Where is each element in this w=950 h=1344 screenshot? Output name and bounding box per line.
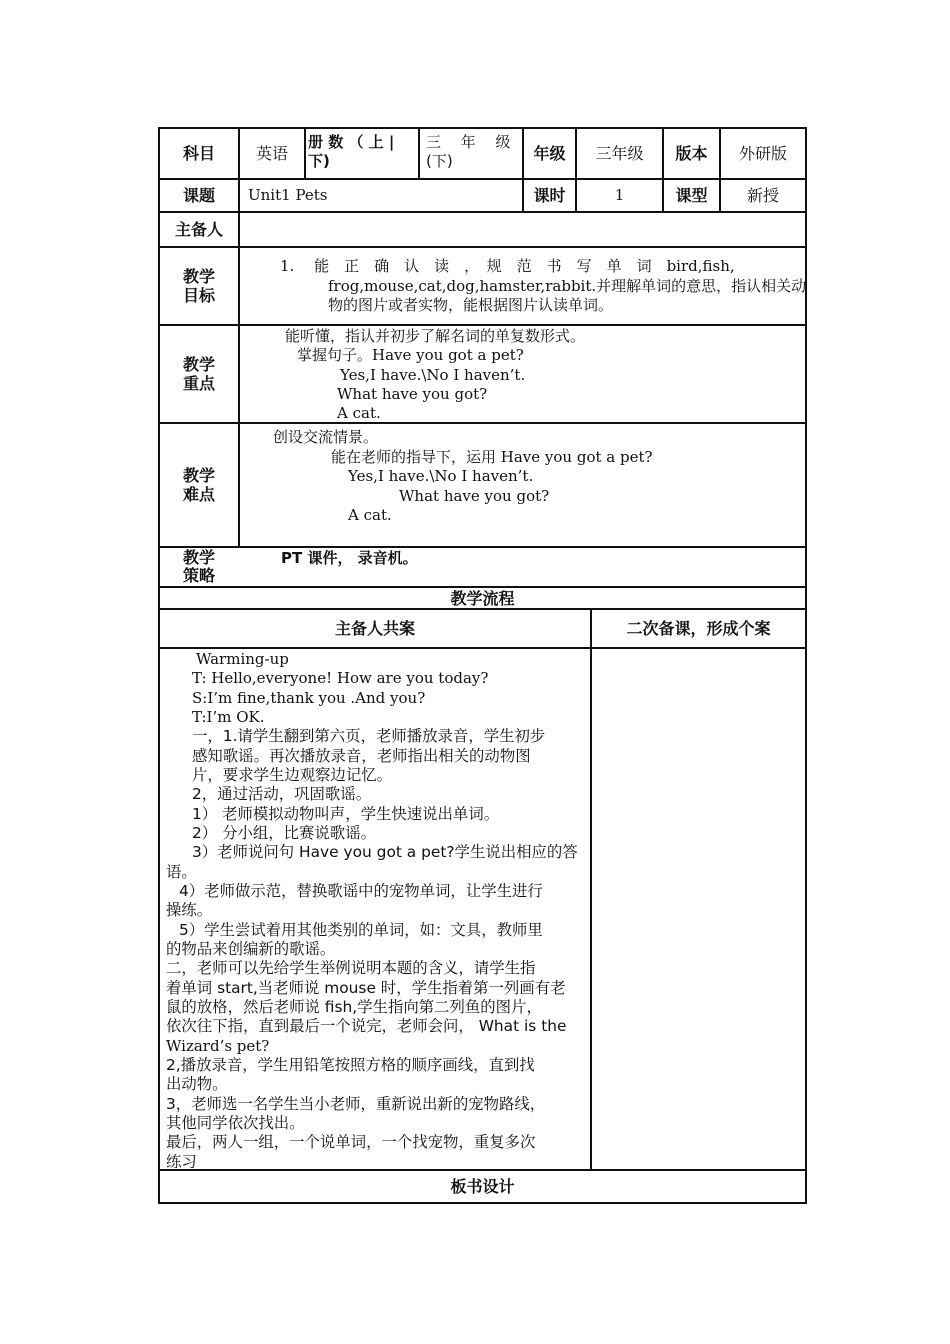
grade-value: 三年级 xyxy=(595,144,644,163)
key-points-line: A cat. xyxy=(337,404,381,422)
flow-second-column-header: 二次备课，形成个案 xyxy=(626,619,771,638)
subject-label: 科目 xyxy=(182,144,215,163)
flow-line: 其他同学依次找出。 xyxy=(166,1114,305,1132)
flow-line: T:I’m OK. xyxy=(192,708,265,726)
flow-line: 二，老师可以先给学生举例说明本题的含义，请学生指 xyxy=(166,959,536,977)
flow-line: 2,播放录音，学生用铅笔按照方格的顺序画线，直到找 xyxy=(166,1056,535,1074)
goals-line: 物的图片或者实物，能根据图片认读单词。 xyxy=(328,296,614,314)
goals-label-line1: 教学 xyxy=(182,267,215,286)
goals-label-line2: 目标 xyxy=(182,286,215,305)
flow-line: 出动物。 xyxy=(166,1075,228,1093)
board-title: 板书设计 xyxy=(450,1177,515,1196)
key-points-label-line1: 教学 xyxy=(182,355,215,374)
flow-line: T: Hello,everyone! How are you today? xyxy=(192,669,489,687)
type-value: 新授 xyxy=(746,186,779,205)
flow-line: Warming-up xyxy=(196,650,289,668)
goals-label xyxy=(160,248,238,324)
difficulties-label xyxy=(160,424,238,546)
flow-line: 2，通过活动，巩固歌谣。 xyxy=(192,785,372,803)
flow-line: 的物品来创编新的歌谣。 xyxy=(166,940,336,958)
key-points-line: 能听懂，指认并初步了解名词的单复数形式。 xyxy=(285,327,586,345)
subject-value: 英语 xyxy=(255,144,288,163)
difficulties-label-line1: 教学 xyxy=(182,466,215,485)
edition-value: 外研版 xyxy=(738,144,787,163)
difficulties-label-line2: 难点 xyxy=(182,485,215,504)
table-border-bottom xyxy=(158,1202,807,1204)
col-divider xyxy=(304,127,306,179)
flow-line: S:I’m fine,thank you .And you? xyxy=(192,688,426,707)
strategy-value: PT 课件， 录音机。 xyxy=(281,549,418,567)
flow-line: 语。 xyxy=(166,862,197,881)
flow-line: 5）学生尝试着用其他类别的单词，如：文具，教师里 xyxy=(179,920,543,939)
volume-label-line1: 册 数 （ 上 | xyxy=(308,133,395,151)
goals-line: 1. 能 正 确 认 读 ， 规 范 书 写 单 词 bird,fish, xyxy=(280,257,735,275)
flow-line: 4）老师做示范，替换歌谣中的宠物单词，让学生进行 xyxy=(179,882,543,900)
flow-line: 鼠的放格，然后老师说 fish,学生指向第二列鱼的图片， xyxy=(166,998,542,1016)
strategy-label-line2: 策略 xyxy=(182,566,215,585)
flow-line: 感知歌谣。再次播放录音，老师指出相关的动物图 xyxy=(192,746,531,765)
strategy-label-line1: 教学 xyxy=(182,548,215,567)
flow-line: 最后，两人一组，一个说单词，一个找宠物，重复多次 xyxy=(166,1133,536,1151)
volume-label-line2: 下) xyxy=(308,152,330,170)
flow-line: 2） 分小组，比赛说歌谣。 xyxy=(192,824,376,842)
row-divider xyxy=(158,246,807,248)
key-points-label-line2: 重点 xyxy=(182,374,215,393)
flow-line: 依次往下指，直到最后一个说完，老师会问， What is the xyxy=(166,1017,567,1035)
periods-label: 课时 xyxy=(533,186,566,205)
row-divider xyxy=(158,324,807,326)
difficulties-line: A cat. xyxy=(348,506,392,524)
difficulties-line: What have you got? xyxy=(399,487,550,505)
flow-line: Wizard’s pet? xyxy=(166,1036,270,1055)
difficulties-line: Yes,I have.\No I haven’t. xyxy=(348,467,534,485)
flow-second-content xyxy=(592,649,805,1169)
flow-line: 操练。 xyxy=(166,901,213,919)
flow-line: 3）老师说问句 Have you got a pet?学生说出相应的答 xyxy=(192,843,578,861)
key-points-label xyxy=(160,326,238,422)
flow-title: 教学流程 xyxy=(450,588,515,608)
flow-line: 1） 老师模拟动物叫声，学生快速说出单词。 xyxy=(192,804,500,823)
flow-line: 3，老师选一名学生当小老师，重新说出新的宠物路线， xyxy=(166,1094,546,1113)
volume-value xyxy=(426,133,522,178)
topic-value: Unit1 Pets xyxy=(248,186,328,204)
difficulties-line: 创设交流情景。 xyxy=(273,428,379,446)
flow-line: 着单词 start,当老师说 mouse 时，学生指着第一列画有老 xyxy=(166,978,566,997)
grade-label: 年级 xyxy=(533,144,566,163)
preparer-label: 主备人 xyxy=(174,220,223,239)
flow-main-column-header: 主备人共案 xyxy=(334,619,415,638)
flow-line: 一，1.请学生翻到第六页，老师播放录音，学生初步 xyxy=(192,727,546,745)
volume-label xyxy=(308,133,418,178)
flow-line: 练习 xyxy=(166,1152,197,1168)
key-points-line: Yes,I have.\No I haven’t. xyxy=(340,366,526,384)
row-divider xyxy=(158,211,807,213)
strategy-label xyxy=(160,548,238,586)
flow-line: 片，要求学生边观察边记忆。 xyxy=(192,766,393,784)
volume-value-line2: (下) xyxy=(426,152,453,170)
key-points-line: What have you got? xyxy=(337,385,488,403)
topic-label: 课题 xyxy=(182,186,215,205)
flow-main-content xyxy=(166,650,586,1168)
volume-value-line1: 三 年 级 xyxy=(426,133,511,151)
col-divider xyxy=(238,127,240,547)
goals-line: frog,mouse,cat,dog,hamster,rabbit.并理解单词的意思，指认相关动 xyxy=(328,276,807,295)
row-divider xyxy=(158,422,807,424)
col-divider xyxy=(418,127,420,179)
type-label: 课型 xyxy=(675,186,708,205)
difficulties-line: 能在老师的指导下，运用 Have you got a pet? xyxy=(331,448,653,466)
preparer-value xyxy=(244,218,799,242)
edition-label: 版本 xyxy=(675,144,708,163)
periods-value: 1 xyxy=(614,186,625,204)
key-points-line: 掌握句子。Have you got a pet? xyxy=(297,346,524,364)
row-divider xyxy=(158,546,807,548)
